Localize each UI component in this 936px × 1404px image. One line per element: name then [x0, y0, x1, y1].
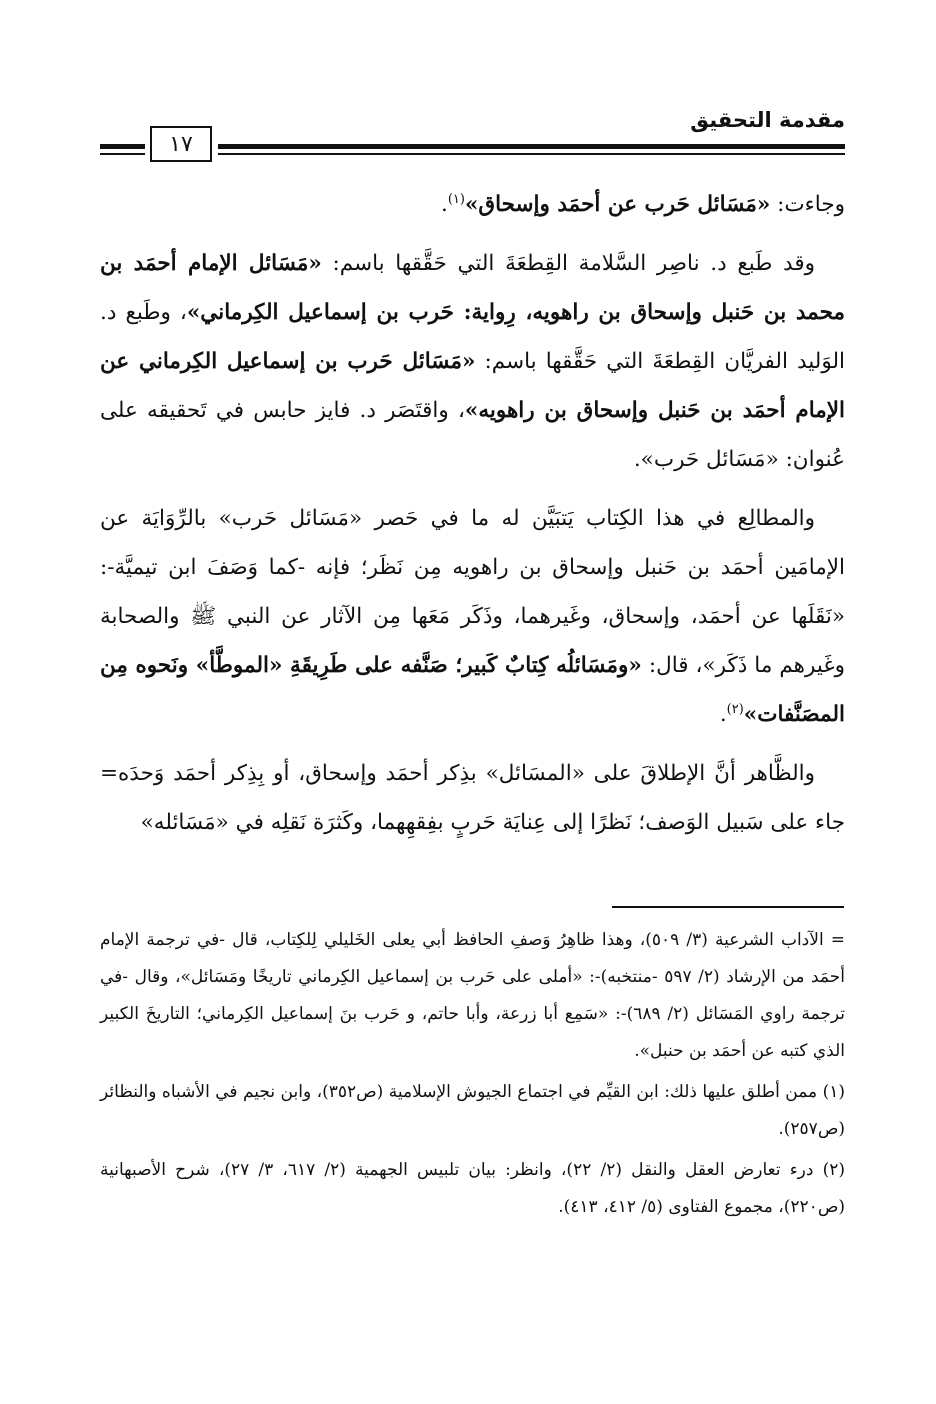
- footnote-separator: [612, 906, 844, 908]
- p3-quote: «ومَسَائلُه كِتابٌ كَبير؛ صَنَّفه على طَرِيقَةِ «الموطَّأ» ونَحوه مِن المصَنَّفات»: [100, 653, 845, 727]
- footnote-1: (١) ممن أطلق عليها ذلك: ابن القيِّم في اجتماع الجيوش الإسلامية (ص٣٥٢)، وابن نجيم في الأشباه والنظائر (ص٢٥٧).: [100, 1082, 845, 1139]
- header-rule-left-thin: [100, 153, 145, 155]
- footnote-ref-1: (١): [447, 191, 465, 207]
- p2-title-c: «مَسَائل حَرب»: [640, 447, 779, 472]
- p2-text-c: ، واقتَصَر د. فايز حابس في تَحقيقه على عُنوان:: [100, 398, 845, 472]
- p4-text: والظَّاهر أنَّ الإطلاقَ على «المسَائل» بذِكر أحمَد وإسحاق، أو بِذِكر أحمَد وَحدَه= جاء على سَبيل الوَصف؛ نَظرًا إلى عِنايَة حَربٍ بفِقهِهما، وكَثرَة نَقلِه في «مَسَائله»: [100, 761, 845, 835]
- footnote-2: (٢) درء تعارض العقل والنقل (٢/ ٢٢)، وانظر: بيان تلبيس الجهمية (٢/ ٦١٧، ٣/ ٢٧)، شرح الأصبهانية (ص٢٢٠)، مجموع الفتاوى (٥/ ٤١٢، ٤١٣).: [100, 1160, 846, 1217]
- p1-lead: وجاءت:: [770, 192, 845, 217]
- p2-title-b: «مَسَائل حَرب بن إسماعيل الكِرماني عن الإمام أحمَد بن حَنبل وإسحاق بن راهويه»: [100, 349, 846, 423]
- body-text: [100, 180, 845, 857]
- p2-text-a: وقد طَبع د. ناصِر السَّلامة القِطعَةَ التي حَقَّقها باسم:: [321, 251, 815, 276]
- p3-end: .: [719, 702, 727, 727]
- section-title: مقدمة التحقيق: [690, 108, 845, 132]
- paragraph-4: [100, 749, 845, 847]
- p3-text-a: والمطالِع في هذا الكِتاب يَتبَيَّن له ما في حَصر «مَسَائل حَرب» بالرِّوَايَة عن الإمامَين أحمَد بن حَنبل وإسحاق بن راهويه مِن نَظَر؛ فإنه -كما وَصَفَ ابن تيميَّة-: «نَقَلَها عن أحمَد، وإسحاق، وغَيرهما، وذَكَر مَعَها مِن الآثار عن النبي ﷺ والصحابة وغَيرهم ما ذَكَر»، قال:: [100, 506, 845, 678]
- p2-end: .: [633, 447, 641, 472]
- footnotes: [100, 922, 845, 1230]
- paragraph-3: [100, 494, 845, 739]
- header-rule-thin: [218, 153, 845, 155]
- paragraph-2: [100, 239, 845, 484]
- footnote-ref-2: (٢): [726, 701, 744, 717]
- p2-title-a: «مَسَائل الإمام أحمَد بن محمد بن حَنبل وإسحاق بن راهويه، رِواية: حَرب بن إسماعيل الكِرماني»: [100, 251, 845, 325]
- p1-end: .: [440, 192, 448, 217]
- page-number: ١٧: [150, 126, 212, 162]
- p1-title: «مَسَائل حَرب عن أحمَد وإسحاق»: [464, 192, 771, 217]
- paragraph-1: [100, 180, 845, 229]
- p2-text-b: ، وطَبع د. الوَليد الفريَّان القِطعَةَ التي حَقَّقها باسم:: [100, 300, 845, 374]
- page-header: [100, 106, 845, 162]
- footnote-continuation: = الآداب الشرعية (٣/ ٥٠٩)، وهذا ظاهِرُ وَصفِ الحافظ أبي يعلى الخَليلي لِلكِتاب، قال -في ترجمة الإمام أحمَد من الإرشاد (٢/ ٥٩٧ -منتخبه)-: «أملى على حَرب بن إسماعيل الكِرماني تاريخًا ومَسَائل»، وقال -في ترجمة راوي المَسَائل (٢/ ٦٨٩)-: «سَمِع أبا زرعة، وأبا حاتم، و حَرب بنَ إسماعيل الكِرماني؛ التاريخَ الكبير الذي كتبه عن أحمَد بن حنبل».: [100, 930, 845, 1061]
- header-rule-thick: [218, 144, 845, 149]
- header-rule-left-thick: [100, 144, 145, 149]
